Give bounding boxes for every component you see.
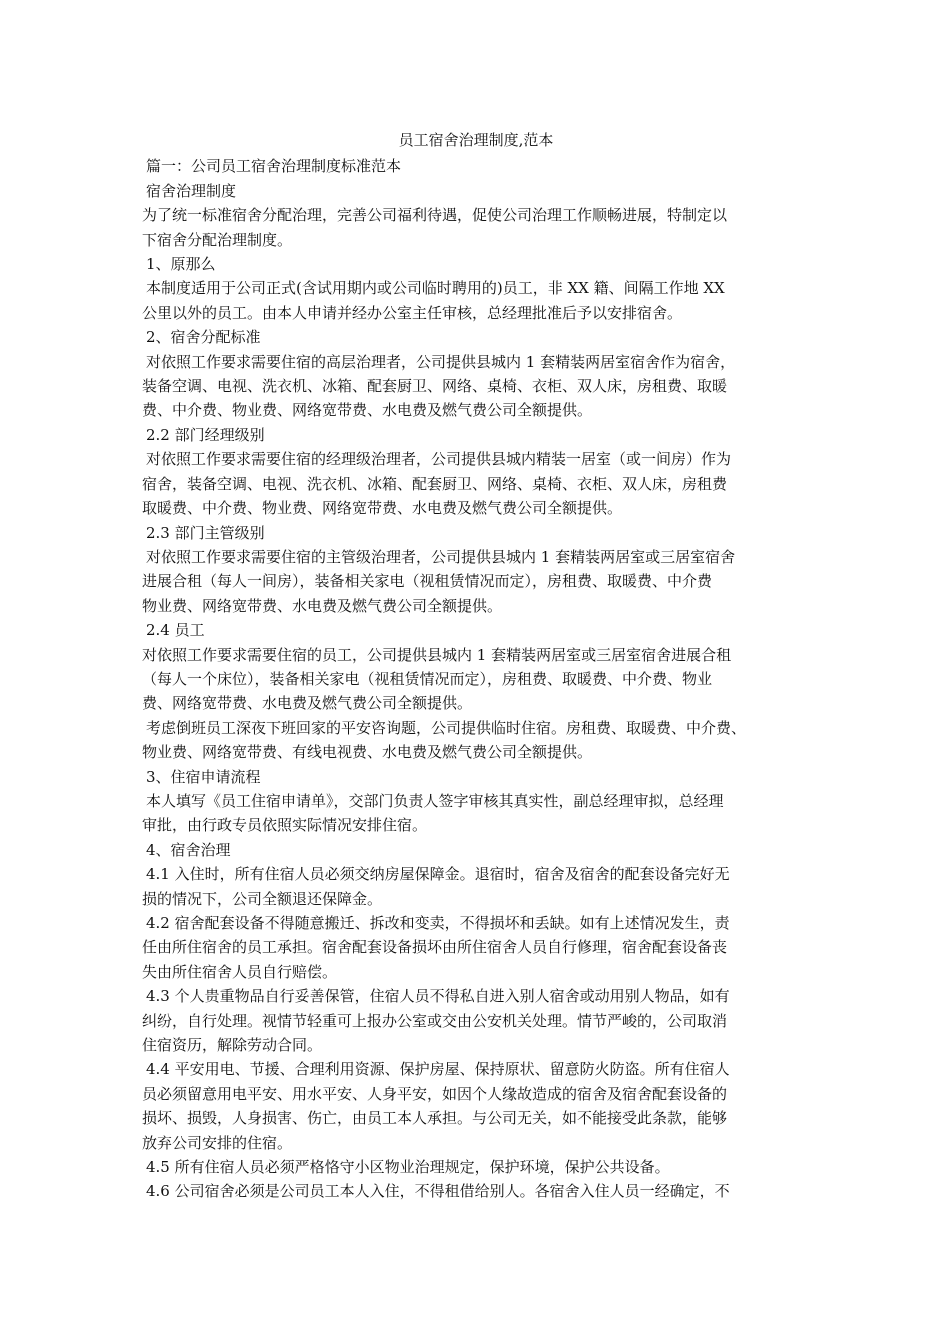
text-line: 进展合租（每人一间房），装备相关家电（视租赁情况而定），房租费、取暖费、中介费: [142, 572, 713, 591]
text-line: 对依照工作要求需要住宿的员工，公司提供县城内 1 套精装两居室或三居室宿舍进展合租: [142, 645, 732, 664]
text-line: 考虑倒班员工深夜下班回家的平安咨询题，公司提供临时住宿。房租费、取暖费、中介费、: [146, 718, 747, 737]
text-line: 4、宿舍治理: [146, 840, 231, 859]
text-line: 为了统一标准宿舍分配治理，完善公司福利待遇，促使公司治理工作顺畅进展，特制定以: [142, 206, 728, 225]
text-line: （每人一个床位），装备相关家电（视租赁情况而定），房租费、取暖费、中介费、物业: [142, 669, 713, 688]
text-line: 纠纷，自行处理。视情节轻重可上报办公室或交由公安机关处理。情节严峻的，公司取消: [142, 1011, 728, 1030]
text-line: 对依照工作要求需要住宿的经理级治理者，公司提供县城内精装一居室（或一间房）作为: [146, 450, 732, 469]
text-line: 本制度适用于公司正式(含试用期内或公司临时聘用的)员工，非 XX 籍、间隔工作地 XX: [146, 279, 725, 298]
text-line: 物业费、网络宽带费、有线电视费、水电费及燃气费公司全额提供。: [142, 743, 593, 762]
document-page: [142, 128, 810, 1204]
text-line: 4.3 个人贵重物品自行妥善保管，住宿人员不得私自进入别人宿舍或动用别人物品，如有: [146, 987, 730, 1006]
text-line: 4.6 公司宿舍必须是公司员工本人入住，不得租借给别人。各宿舍入住人员一经确定，不: [146, 1182, 730, 1201]
text-line: 装备空调、电视、洗衣机、冰箱、配套厨卫、网络、桌椅、衣柜、双人床，房租费、取暖: [142, 377, 728, 396]
text-line: 费、中介费、物业费、网络宽带费、水电费及燃气费公司全额提供。: [142, 401, 593, 420]
text-line: 失由所住宿舍人员自行赔偿。: [142, 962, 338, 981]
text-line: 4.5 所有住宿人员必须严格恪守小区物业治理规定，保护环境，保护公共设备。: [146, 1158, 670, 1177]
text-line: 下宿舍分配治理制度。: [142, 230, 293, 249]
text-line: 物业费、网络宽带费、水电费及燃气费公司全额提供。: [142, 596, 503, 615]
text-line: 3、住宿申请流程: [146, 767, 261, 786]
text-line: 住宿资历，解除劳动合同。: [142, 1036, 323, 1055]
text-line: 对依照工作要求需要住宿的主管级治理者，公司提供县城内 1 套精装两居室或三居室宿舍: [146, 547, 736, 566]
text-line: 1、原那么: [146, 255, 216, 274]
text-line: 员必须留意用电平安、用水平安、人身平安，如因个人缘故造成的宿舍及宿舍配套设备的: [142, 1084, 728, 1103]
text-line: 损的情况下，公司全额退还保障金。: [142, 889, 383, 908]
text-line: 公里以外的员工。由本人申请并经办公室主任审核，总经理批准后予以安排宿舍。: [142, 303, 683, 322]
text-line: 宿舍，装备空调、电视、洗衣机、冰箱、配套厨卫、网络、桌椅、衣柜、双人床，房租费: [142, 474, 728, 493]
text-line: 本人填写《员工住宿申请单》，交部门负责人签字审核其真实性，副总经理审拟，总经理: [146, 791, 724, 810]
document-title: 员工宿舍治理制度,范本: [398, 131, 554, 149]
text-line: 2.2 部门经理级别: [146, 425, 265, 444]
text-line: 审批，由行政专员依照实际情况安排住宿。: [142, 816, 428, 835]
text-line: 4.4 平安用电、节援、合理利用资源、保护房屋、保持原状、留意防火防盗。所有住宿人: [146, 1060, 730, 1079]
text-line: 损坏、损毁，人身损害、伤亡，由员工本人承担。与公司无关，如不能接受此条款，能够: [142, 1109, 728, 1128]
text-line: 2.4 员工: [146, 621, 205, 640]
text-line: 篇一：公司员工宿舍治理制度标准范本: [146, 157, 402, 176]
text-line: 取暖费、中介费、物业费、网络宽带费、水电费及燃气费公司全额提供。: [142, 499, 623, 518]
text-line: 宿舍治理制度: [146, 181, 237, 200]
text-line: 对依照工作要求需要住宿的高层治理者，公司提供县城内 1 套精装两居室宿舍作为宿舍，: [146, 352, 736, 371]
text-line: 2、宿舍分配标准: [146, 328, 261, 347]
text-line: 2.3 部门主管级别: [146, 523, 265, 542]
document-body: [142, 154, 810, 1203]
text-line: 放弃公司安排的住宿。: [142, 1133, 293, 1152]
text-line: 任由所住宿舍的员工承担。宿舍配套设备损坏由所住宿舍人员自行修理，宿舍配套设备丧: [142, 938, 728, 957]
text-line: 4.2 宿舍配套设备不得随意搬迁、拆改和变卖，不得损坏和丢缺。如有上述情况发生，责: [146, 914, 730, 932]
text-line: 4.1 入住时，所有住宿人员必须交纳房屋保障金。退宿时，宿舍及宿舍的配套设备完好无: [146, 865, 730, 884]
text-line: 费、网络宽带费、水电费及燃气费公司全额提供。: [142, 694, 473, 713]
